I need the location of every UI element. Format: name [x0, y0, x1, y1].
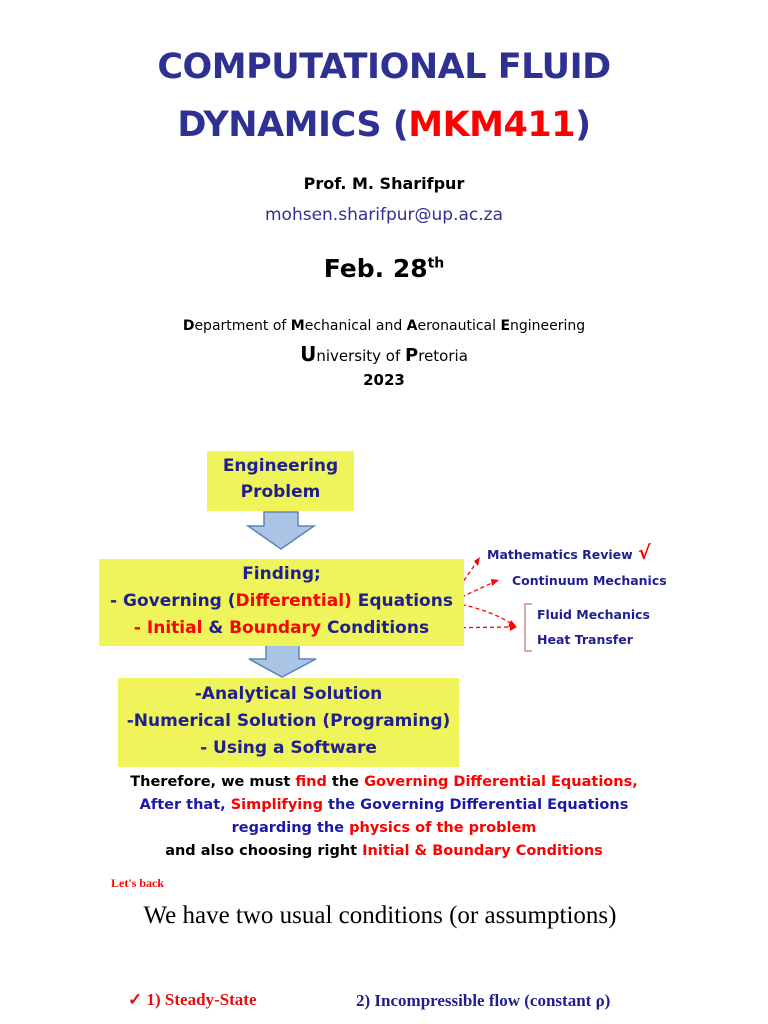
summary-l4-a: and also choosing right [165, 843, 363, 859]
year: 2023 [363, 371, 405, 389]
side-math-review: Mathematics Review [487, 547, 633, 562]
math-review-check: √ [638, 542, 651, 564]
dept-e: E [500, 318, 511, 334]
box2-line1: Finding; [242, 564, 321, 584]
box2-initial: - Initial [133, 618, 203, 638]
side-fluid: Fluid Mechanics [537, 607, 651, 622]
box2-boundary: Boundary [229, 618, 322, 638]
summary-l4-b: Initial & Boundary Conditions [362, 843, 603, 859]
summary-line3 [0, 817, 768, 840]
summary-l2-c: the Governing Differential Equations [322, 797, 629, 813]
box2-equations: Equations [351, 591, 453, 611]
box3-line1: -Analytical Solution [194, 684, 383, 704]
dept-d-rest: epartment of [194, 318, 291, 334]
dept-m: M [290, 318, 305, 334]
box3-line3: - Using a Software [200, 738, 377, 758]
box3-line2: -Numerical Solution (Programing) [126, 711, 451, 731]
summary [0, 771, 768, 863]
dept-e-rest: ngineering [510, 318, 586, 334]
condition-2: 2) Incompressible flow (constant ρ) [356, 991, 611, 1010]
title-suffix: ) [575, 105, 591, 145]
course-code: MKM411 [408, 105, 576, 145]
condition-1-label: 1) Steady-State [146, 990, 257, 1009]
box-finding [99, 559, 464, 646]
side-heat: Heat Transfer [537, 632, 633, 647]
box2-line3 [99, 615, 464, 642]
summary-l1-a: Therefore, we must [130, 774, 296, 790]
date-sup: th [427, 255, 445, 272]
arrowhead-math [474, 557, 480, 566]
down-arrow-1 [248, 512, 314, 549]
email[interactable]: mohsen.sharifpur@up.ac.za [264, 205, 503, 225]
title-line-1: COMPUTATIONAL FLUID [157, 47, 611, 87]
summary-l2-a: After that, [139, 797, 231, 813]
box2-line2 [99, 588, 464, 615]
box1-line2: Problem [240, 482, 321, 502]
conditions-heading: We have two usual conditions (or assumptions) [143, 902, 617, 929]
summary-line2 [0, 794, 768, 817]
summary-line1 [0, 771, 768, 794]
box-solutions [118, 678, 459, 767]
summary-l1-c: the [326, 774, 365, 790]
summary-line4 [0, 840, 768, 863]
box1-line1: Engineering [222, 456, 339, 476]
side-bracket [525, 604, 532, 651]
dept-a-rest: eronautical [417, 318, 501, 334]
univ-u-rest: niversity of [316, 347, 406, 365]
box2-amp: & [202, 618, 230, 638]
summary-l3-b: physics of the problem [349, 820, 537, 836]
box2-differential: Differential) [235, 591, 352, 611]
date-main: Feb. 28 [323, 254, 428, 283]
dept-a: A [406, 318, 418, 334]
box2-conditions: Conditions [321, 618, 430, 638]
univ-p: P [405, 345, 419, 366]
down-arrow-2 [249, 645, 316, 677]
author: Prof. M. Sharifpur [303, 174, 465, 193]
box2-governing: - Governing ( [110, 591, 236, 611]
check-icon: ✓ [128, 990, 143, 1009]
summary-l1-d: Governing Differential Equations, [364, 774, 638, 790]
dept-d: D [182, 318, 195, 334]
lets-back: Let's back [111, 876, 165, 890]
condition-1 [128, 990, 257, 1010]
arrowhead-continuum [491, 579, 499, 586]
box-engineering-problem [207, 451, 354, 511]
title-prefix: DYNAMICS ( [177, 105, 409, 145]
summary-l3-a: regarding the [231, 820, 350, 836]
summary-l1-b: find [295, 774, 327, 790]
univ-p-rest: retoria [418, 347, 468, 365]
side-continuum: Continuum Mechanics [512, 573, 667, 588]
summary-l2-b: Simplifying [230, 797, 323, 813]
univ-u: U [300, 342, 317, 366]
dept-m-rest: echanical and [304, 318, 407, 334]
